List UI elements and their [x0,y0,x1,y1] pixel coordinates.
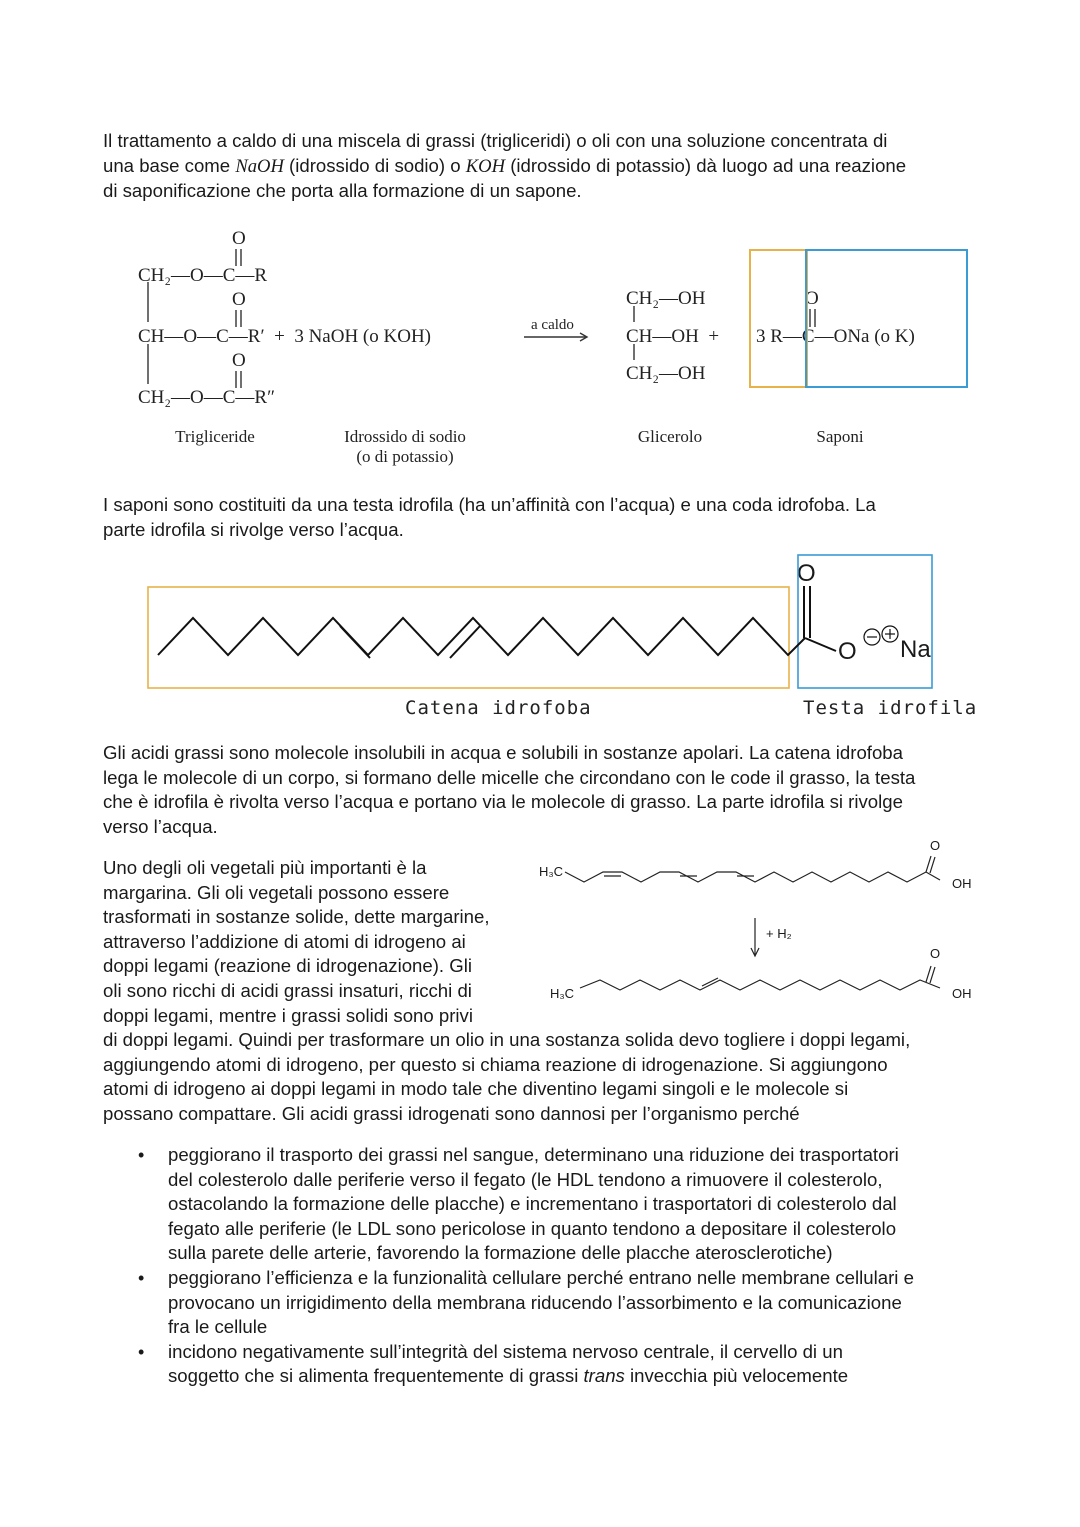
intro-paragraph [103,129,983,204]
bullet-1-line-1: peggiorano il trasporto dei grassi nel sangue, determinano una riduzione dei trasportatori [168,1144,899,1165]
trans-word: trans [583,1365,625,1387]
bullet-item [140,1266,980,1340]
bullet-1-line-3: ostacolando la formazione delle placche) e incrementano i trasportatori di colesterolo dal [168,1193,897,1215]
bullet-1-line-4: fegato alle periferie (le LDL sono pericolose in quanto tendono a depositare il colesterolo [168,1217,897,1239]
oh-bottom: OH [952,986,972,1001]
trig-o3: O [232,350,246,371]
soap-line-2: parte idrofila si rivolge verso l’acqua. [103,518,404,540]
molecule-na: Na [900,636,931,663]
bullet-3-line-2a: soggetto che si alimenta frequentemente di grassi [168,1365,584,1387]
label-catena-idrofoba: Catena idrofoba [405,697,592,719]
soap-line-1: I saponi sono costituiti da una testa idrofila (ha un’affinità con l’acqua) e una coda idrofoba. La [103,494,876,515]
trig-o2: O [232,289,246,310]
trig-line-1: CH₂—O—C—R [138,265,268,286]
label-testa-idrofila: Testa idrofila [803,697,978,719]
h2-label: + H₂ [766,926,792,941]
molecule-o-top: O [797,560,816,587]
label-saponi: Saponi [816,427,864,446]
h3c-top: H₃C [539,864,564,879]
h3c-bottom: H₃C [550,986,575,1001]
bullet-list [140,1143,980,1389]
bullet-3-line-1: incidono negativamente sull’integrità del sistema nervoso centrale, il cervello di un [168,1340,843,1362]
fatty-line-3: che è idrofila è rivolta verso l’acqua e portano via le molecole di grasso. La parte idrofila si rivolge [103,791,903,813]
reaction-head-box [806,250,967,387]
oils-line-11: possano compattare. Gli acidi grassi idrogenati sono dannosi per l’organismo perché [103,1102,800,1124]
bullet-item [140,1340,980,1389]
oils-line-5: doppi legami (reazione di idrogenazione). Gli [103,955,472,977]
intro-line-2b: (idrossido di sodio) o [283,154,466,176]
soap-paragraph [103,493,983,542]
label-base-2: (o di potassio) [356,447,454,466]
soap-chain [158,586,836,658]
oils-line-9: aggiungendo atomi di idrogeno, per questo si chiama reazione di idrogenazione. Si aggiungono [103,1053,888,1075]
fatty-line-4: verso l’acqua. [103,815,218,837]
glycerol-line-2: CH—OH + [626,326,720,347]
trig-line-3: CH₂—O—C—R″ [138,387,275,408]
arrow-label: a caldo [531,317,574,333]
bullet-1-line-2: del colesterolo dalle periferie verso il fegato (le HDL tendono a rimuovere il colesterolo, [168,1168,883,1190]
oils-line-6: oli sono ricchi di acidi grassi insaturi, ricchi di [103,979,472,1001]
trig-line-2: CH—O—C—R′ + 3 NaOH (o KOH) [138,326,431,347]
oils-line-8: di doppi legami. Quindi per trasformare un olio in una sostanza solida devo togliere i doppi legami, [103,1029,911,1051]
label-base-1: Idrossido di sodio [344,427,466,446]
o-bottom: O [930,946,941,961]
bullet-2-line-3: fra le cellule [168,1316,268,1338]
intro-line-3: di saponificazione che porta alla formazione di un sapone. [103,180,582,202]
soap-o: O [805,288,819,309]
naoh-formula: NaOH [235,155,284,177]
intro-line-2c: (idrossido di potassio) dà luogo ad una reazione [505,154,907,176]
bullet-3-line-2b: invecchia più velocemente [624,1365,849,1387]
oils-line-7: doppi legami, mentre i grassi solidi sono privi [103,1004,473,1026]
label-trigliceride: Trigliceride [175,427,255,446]
hydrophobic-box [148,587,789,688]
hydrophilic-box [798,555,932,688]
molecule-o-minus: O [838,638,857,665]
fatty-line-1: Gli acidi grassi sono molecole insolubili in acqua e solubili in sostanze apolari. La catena idrofoba [103,742,903,763]
koh-formula: KOH [465,155,506,177]
o-top: O [930,838,941,853]
oils-line-10: atomi di idrogeno ai doppi legami in modo tale che diventino legami singoli e le molecole si [103,1078,849,1100]
bullet-2-line-2: provocano un irrigidimento della membrana riducendo l’assorbimento e la comunicazione [168,1291,902,1313]
oils-paragraph [103,856,993,1127]
glycerol-line-1: CH₂—OH [626,288,706,309]
oils-line-2: margarina. Gli oli vegetali possono essere [103,881,450,903]
reaction-tail-box [750,250,807,387]
oh-top: OH [952,876,972,891]
glycerol-line-3: CH₂—OH [626,363,706,384]
intro-line-2a: una base come [103,154,236,176]
charge-symbols [864,626,898,645]
intro-line-1: Il trattamento a caldo di una miscela di grassi (trigliceridi) o oli con una soluzione concentrata di [103,130,888,151]
bullet-2-line-1: peggiorano l’efficienza e la funzionalità cellulare perché entrano nelle membrane cellulari e [168,1266,914,1288]
label-glicerolo: Glicerolo [637,427,703,446]
bullet-1-line-5: sulla parete delle arterie, favorendo la formazione delle placche aterosclerotiche) [168,1242,833,1264]
oils-line-4: attraverso l’addizione di atomi di idrogeno ai [103,930,466,952]
oils-line-1: Uno degli oli vegetali più importanti è la [103,857,427,878]
fatty-acids-paragraph [103,741,993,839]
fatty-line-2: lega le molecole di un corpo, si formano delle micelle che circondano con le code il grasso, la testa [103,766,916,788]
trig-o1: O [232,228,246,249]
bullet-item [140,1143,980,1266]
soap-formula: 3 R—C—ONa (o K) [756,326,915,347]
oils-line-3: trasformati in sostanze solide, dette margarine, [103,906,490,928]
